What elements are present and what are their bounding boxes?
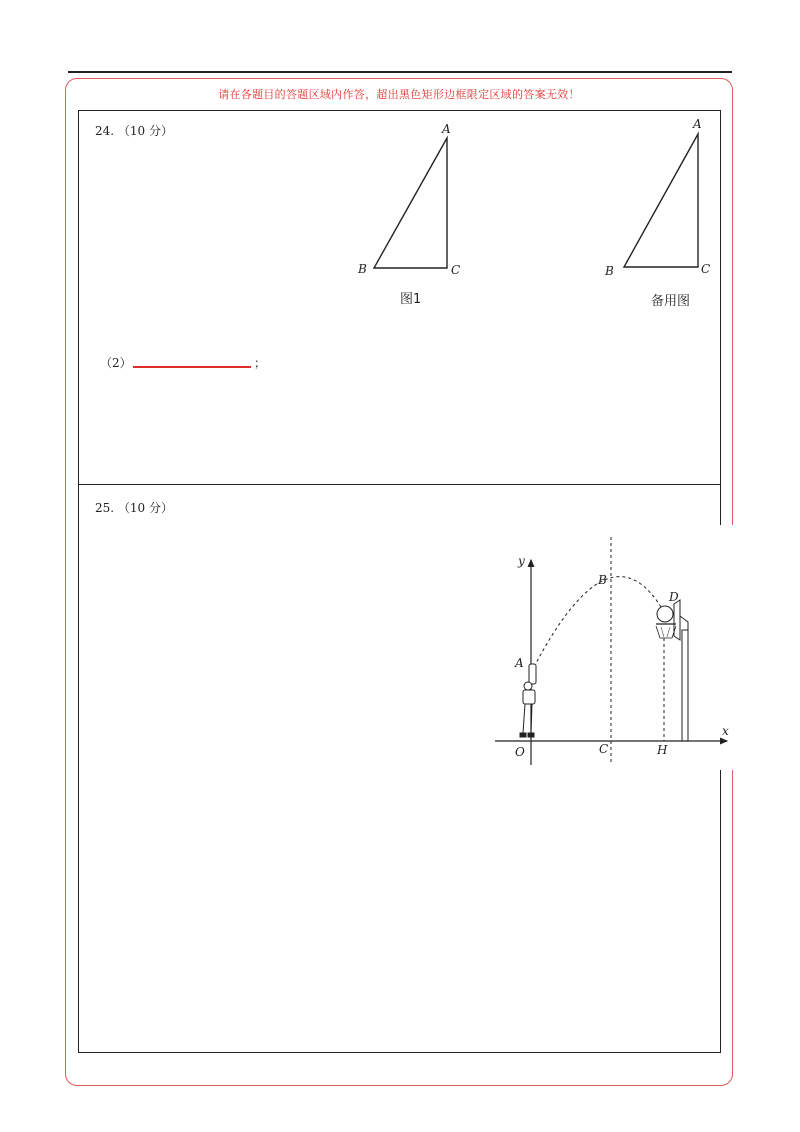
point-H-label: H <box>657 743 668 757</box>
part-2-label: （2） <box>100 356 132 370</box>
answer-notice: 请在各题目的答题区域内作答，超出黑色矩形边框限定区域的答案无效！ <box>218 88 580 101</box>
question-number: 25. <box>95 501 115 515</box>
x-axis-label: x <box>722 724 729 738</box>
figure-1-caption: 图1 <box>400 292 422 307</box>
ball-icon <box>657 606 673 622</box>
point-B-label: B <box>598 573 607 587</box>
vertex-B-label: B <box>605 264 614 278</box>
question-score: （10 分） <box>117 124 174 138</box>
question-score: （10 分） <box>117 501 174 515</box>
point-D-label: D <box>669 590 679 604</box>
ball-trajectory <box>534 577 664 667</box>
vertex-B-label: B <box>358 262 367 276</box>
origin-label: O <box>515 745 525 759</box>
vertex-C-label: C <box>701 262 711 276</box>
question-number: 24. <box>95 124 115 138</box>
basketball-hoop <box>656 600 688 741</box>
vertex-C-label: C <box>451 263 461 277</box>
spare-figure-caption: 备用图 <box>651 294 691 309</box>
part-2-semicolon: ； <box>254 356 267 370</box>
point-C-label: C <box>599 742 609 756</box>
vertex-A-label: A <box>693 117 702 131</box>
player-figure-icon <box>520 664 536 737</box>
point-A-label: A <box>515 656 524 670</box>
vertex-A-label: A <box>442 122 451 136</box>
y-axis-label: y <box>518 554 525 568</box>
